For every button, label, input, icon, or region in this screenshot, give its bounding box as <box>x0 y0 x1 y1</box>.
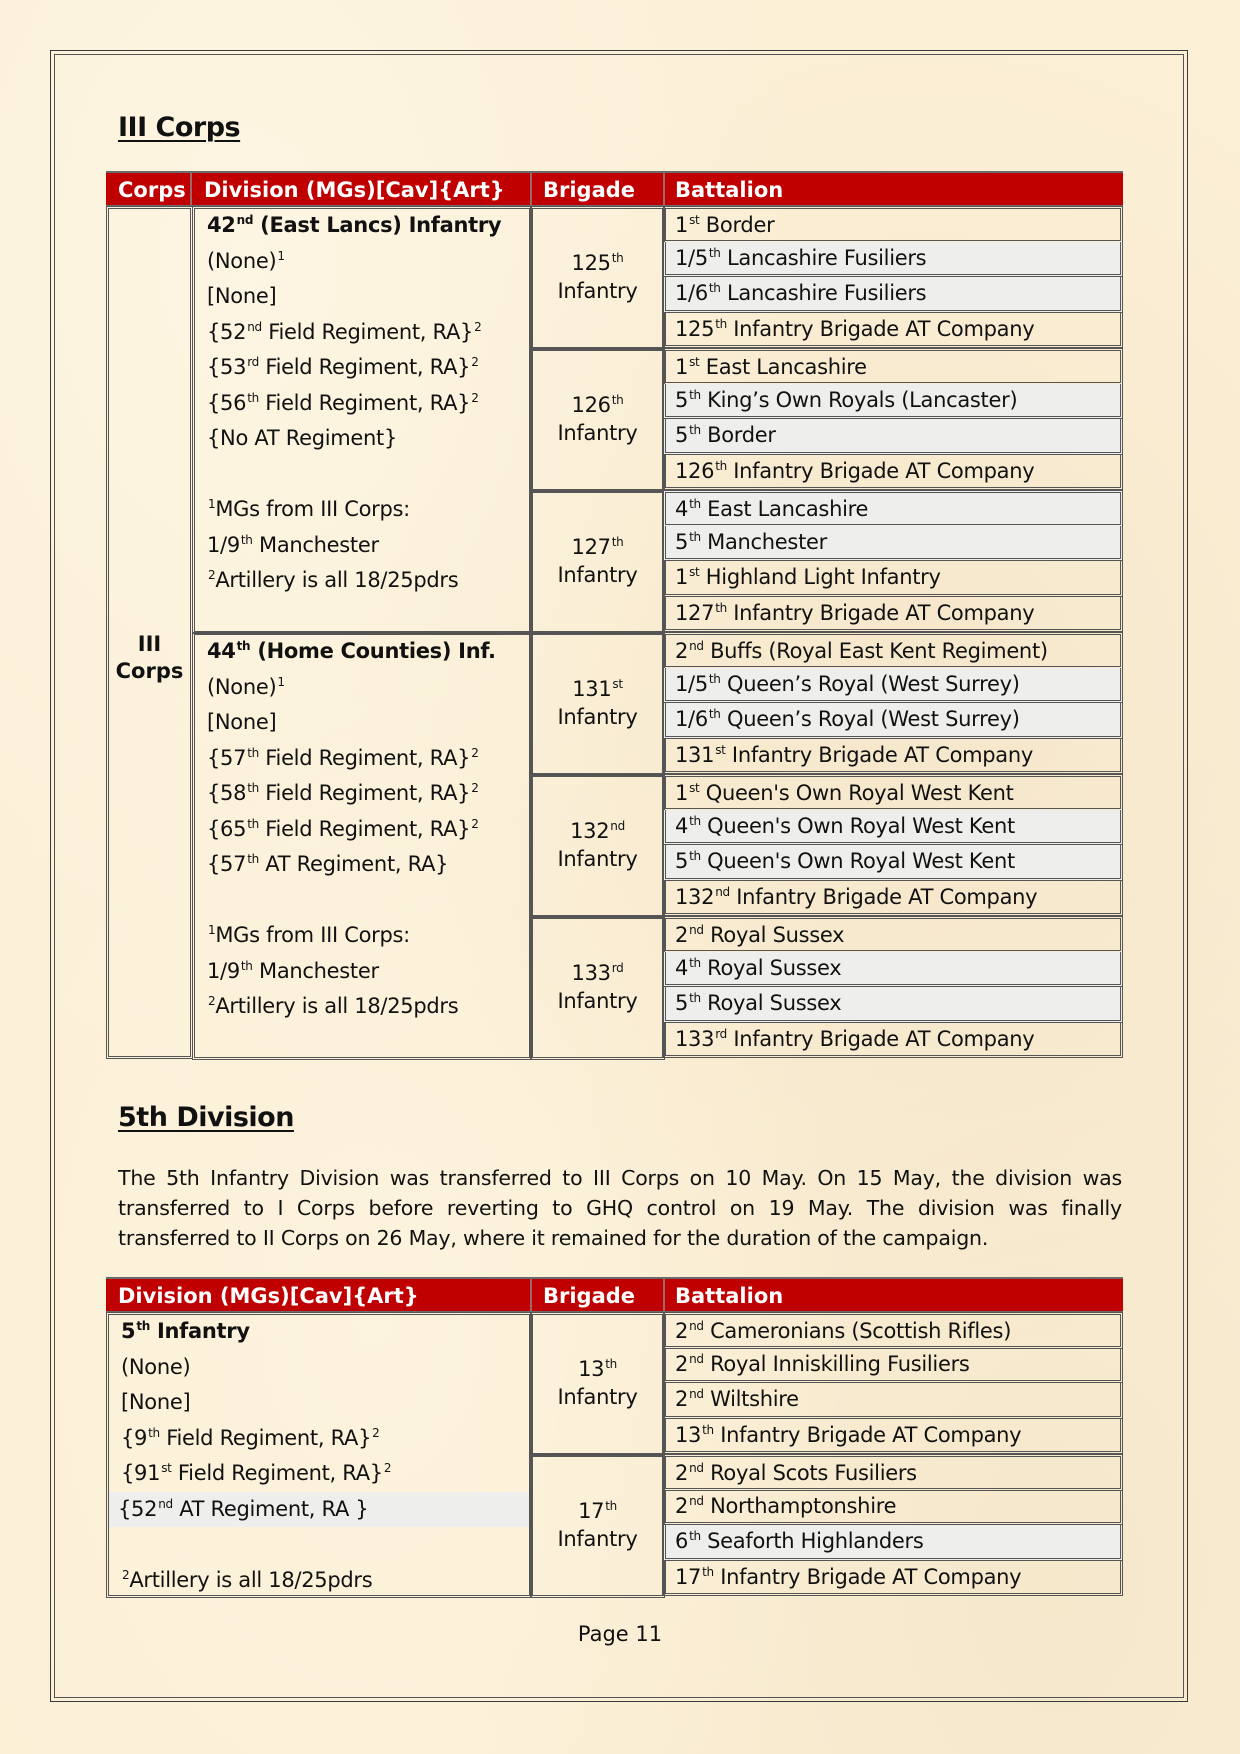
division-detail-line <box>207 528 379 564</box>
text-part: 6 <box>675 1529 689 1553</box>
superscript: th <box>240 532 253 547</box>
superscript: th <box>689 813 701 828</box>
page-number: Page 11 <box>577 1622 663 1646</box>
division-detail-line <box>207 279 276 315</box>
text-part: 127 <box>675 600 715 625</box>
text-part: {52 <box>118 1496 158 1521</box>
superscript: th <box>136 1319 150 1333</box>
superscript: th <box>708 707 721 721</box>
brigade-type: Infantry <box>557 1385 638 1409</box>
text-part: 1 <box>675 355 689 379</box>
battalion-row <box>663 845 1123 881</box>
superscript: th <box>702 1564 714 1579</box>
iii-corps-table <box>106 171 1123 1059</box>
battalion-row <box>663 597 1123 633</box>
text-part: {9 <box>121 1425 148 1450</box>
text-part: Border <box>699 213 775 237</box>
text-part: Field Regiment, RA} <box>261 319 474 344</box>
battalion-row <box>663 1454 1123 1491</box>
text-part: Border <box>700 423 776 447</box>
battalion-row <box>663 810 1123 846</box>
text-part: 5 <box>675 991 689 1015</box>
corps-label-line: Corps <box>115 659 184 683</box>
text-part: 1/9 <box>207 958 240 983</box>
text-part: Manchester <box>700 529 827 554</box>
superscript: nd <box>689 1387 704 1401</box>
brigade-type: Infantry <box>557 847 638 871</box>
section-heading-5th-division: 5th Division <box>118 1102 294 1133</box>
brigade-type: Infantry <box>557 563 638 587</box>
superscript: 2 <box>471 781 479 795</box>
superscript: 1 <box>277 674 285 689</box>
text-part: Artillery is all 18/25pdrs <box>215 568 459 592</box>
division-cell <box>192 632 532 1060</box>
text-part: Royal Scots Fusiliers <box>703 1461 917 1485</box>
text-part: 1/6 <box>675 707 708 731</box>
superscript: th <box>247 390 259 405</box>
battalion-row <box>663 1561 1123 1597</box>
superscript: th <box>611 251 624 265</box>
text-part: Royal Sussex <box>703 923 845 947</box>
battalion-row <box>663 561 1123 597</box>
text-part: 132 <box>675 884 715 909</box>
battalion-row <box>663 1490 1123 1526</box>
division-detail-line <box>207 670 285 706</box>
text-part: [None] <box>121 1390 191 1414</box>
superscript: th <box>611 535 624 549</box>
text-part: East Lancashire <box>699 355 867 379</box>
battalion-row <box>663 277 1123 313</box>
division-detail-line <box>207 315 481 351</box>
5th-division-table <box>106 1277 1123 1599</box>
text-part: MGs from III Corps: <box>215 497 410 521</box>
battalion-row <box>663 881 1123 917</box>
text-part: 2 <box>675 1387 689 1411</box>
brigade-cell <box>530 206 665 350</box>
brigade-cell <box>530 348 665 492</box>
section-heading-iii-corps: III Corps <box>118 112 241 143</box>
division-name <box>207 634 496 670</box>
header-brigade: Brigade <box>543 178 636 202</box>
text-part: 2 <box>675 1493 689 1518</box>
superscript: rd <box>611 961 624 975</box>
battalion-row <box>663 1023 1123 1059</box>
text-part: East Lancashire <box>700 497 869 521</box>
superscript: nd <box>247 319 262 334</box>
text-part: 2 <box>675 923 689 947</box>
superscript: rd <box>715 1026 727 1041</box>
division-detail-line <box>121 1385 190 1421</box>
text-part: King’s Own Royals (Lancaster) <box>700 387 1018 412</box>
superscript: 2 <box>471 390 479 405</box>
division-detail-line <box>207 705 276 741</box>
text-part: Field Regiment, RA} <box>171 1461 383 1485</box>
text-part: 1 <box>675 781 689 805</box>
text-part: Seaforth Highlanders <box>700 1529 924 1553</box>
brigade-number <box>533 675 662 703</box>
text-part: 2 <box>675 1461 689 1485</box>
text-part: Infantry Brigade AT Company <box>713 1422 1022 1447</box>
brigade-type: Infantry <box>557 421 638 445</box>
brigade-num: 13 <box>578 1357 605 1381</box>
superscript: nd <box>236 213 254 227</box>
superscript: 2 <box>474 319 482 334</box>
text-part: 5 <box>675 849 689 873</box>
battalion-row <box>663 419 1123 455</box>
text-part: Infantry Brigade AT Company <box>726 316 1035 341</box>
superscript: st <box>689 781 700 795</box>
division-cell <box>192 206 532 634</box>
text-part: {No AT Regiment} <box>207 426 398 450</box>
division-detail-line <box>121 1350 190 1386</box>
brigade-number <box>533 817 662 845</box>
text-part: Buffs (Royal East Kent Regiment) <box>703 639 1048 663</box>
text-part: Cameronians (Scottish Rifles) <box>703 1319 1012 1343</box>
text-part: Field Regiment, RA} <box>258 816 471 841</box>
battalion-row <box>663 987 1123 1023</box>
text-part: Artillery is all 18/25pdrs <box>215 994 459 1018</box>
text-part: Field Regiment, RA} <box>159 1425 372 1450</box>
superscript: 1 <box>208 923 216 937</box>
brigade-num: 127 <box>571 535 611 559</box>
brigade-cell <box>530 1312 665 1456</box>
text-part: Field Regiment, RA} <box>258 355 471 379</box>
text-part: {56 <box>207 390 247 415</box>
superscript: th <box>689 991 701 1005</box>
superscript: th <box>247 781 259 795</box>
division-detail-line <box>207 847 448 883</box>
text-part: Infantry Brigade AT Company <box>725 742 1034 767</box>
division-detail-line <box>109 1492 529 1528</box>
brigade-cell <box>530 916 665 1060</box>
superscript: th <box>148 1425 160 1440</box>
text-part: Artillery is all 18/25pdrs <box>129 1567 373 1592</box>
brigade-number <box>533 249 662 277</box>
superscript: th <box>708 245 721 260</box>
division-cell <box>106 1312 532 1598</box>
battalion-row <box>663 1419 1123 1455</box>
text-part: (East Lancs) Infantry <box>253 213 502 237</box>
text-part: 4 <box>675 497 689 521</box>
text-part: 1/6 <box>675 281 708 305</box>
header-battalion: Battalion <box>675 1284 784 1308</box>
superscript: st <box>161 1461 172 1475</box>
division-detail-line <box>207 776 479 812</box>
brigade-cell <box>530 632 665 776</box>
brigade-label <box>533 249 662 305</box>
battalion-row <box>663 242 1123 278</box>
text-part: Royal Inniskilling Fusiliers <box>703 1351 970 1376</box>
text-part: Infantry Brigade AT Company <box>729 884 1038 909</box>
text-part: MGs from III Corps: <box>215 923 410 947</box>
superscript: 1 <box>208 497 216 511</box>
text-part: 1 <box>675 213 689 237</box>
division-detail-line <box>207 563 458 599</box>
superscript: 2 <box>122 1567 130 1582</box>
header-division: Division (MGs)[Cav]{Art} <box>118 1284 419 1308</box>
superscript: rd <box>247 355 259 369</box>
text-part: 4 <box>675 955 689 980</box>
text-part: Queen's Own Royal West Kent <box>699 781 1014 805</box>
division-detail-line <box>207 386 479 422</box>
superscript: th <box>708 281 721 295</box>
battalion-row <box>663 384 1123 420</box>
text-part: Queen's Own Royal West Kent <box>700 849 1015 873</box>
superscript: th <box>702 1422 714 1437</box>
superscript: st <box>715 742 726 757</box>
text-part: (None) <box>207 674 277 699</box>
superscript: 2 <box>208 568 216 582</box>
superscript: nd <box>689 923 704 937</box>
brigade-number <box>533 391 662 419</box>
text-part: Field Regiment, RA} <box>258 781 471 805</box>
battalion-row <box>663 774 1123 811</box>
brigade-number <box>533 959 662 987</box>
text-part: [None] <box>207 710 277 734</box>
brigade-number <box>533 1355 662 1383</box>
superscript: th <box>689 529 701 544</box>
battalion-row <box>663 668 1123 704</box>
text-part: Infantry Brigade AT Company <box>726 1026 1035 1051</box>
brigade-label <box>533 675 662 731</box>
header-division: Division (MGs)[Cav]{Art} <box>204 178 505 202</box>
battalion-row <box>663 632 1123 669</box>
brigade-type: Infantry <box>557 279 638 303</box>
text-part: Northamptonshire <box>703 1493 897 1518</box>
superscript: nd <box>689 1319 704 1333</box>
text-part: 42 <box>207 213 236 237</box>
superscript: nd <box>715 884 730 899</box>
brigade-label <box>533 959 662 1015</box>
table-header-row <box>106 1277 1123 1313</box>
battalion-row <box>663 206 1123 243</box>
division-name <box>207 208 501 244</box>
brigade-label <box>533 533 662 589</box>
text-part: Queen’s Royal (West Surrey) <box>720 707 1020 731</box>
header-corps: Corps <box>118 178 186 202</box>
brigade-type: Infantry <box>557 989 638 1013</box>
brigade-num: 133 <box>571 961 611 985</box>
text-part: 4 <box>675 813 689 838</box>
text-part: Infantry Brigade AT Company <box>713 1564 1022 1589</box>
superscript: th <box>708 671 721 686</box>
superscript: nd <box>689 639 704 653</box>
division-detail-line <box>207 421 397 457</box>
brigade-num: 126 <box>571 393 611 417</box>
brigade-cell <box>530 1454 665 1598</box>
text-part: (None) <box>121 1354 191 1379</box>
battalion-row <box>663 916 1123 953</box>
text-part: Infantry Brigade AT Company <box>726 600 1035 625</box>
division-detail-line <box>207 954 379 990</box>
brigade-cell <box>530 490 665 634</box>
text-part: 125 <box>675 316 715 341</box>
superscript: th <box>689 387 701 402</box>
superscript: th <box>689 423 701 437</box>
superscript: th <box>715 458 727 473</box>
division-name <box>121 1314 250 1350</box>
division-detail-line <box>207 741 479 777</box>
superscript: th <box>611 393 624 407</box>
text-part: Queen’s Royal (West Surrey) <box>720 671 1020 696</box>
brigade-type: Infantry <box>557 705 638 729</box>
superscript: th <box>605 1357 617 1371</box>
text-part: Field Regiment, RA} <box>258 745 471 770</box>
brigade-number <box>533 533 662 561</box>
superscript: th <box>689 955 701 970</box>
superscript: th <box>236 639 251 653</box>
brigade-number <box>533 1497 662 1525</box>
superscript: 2 <box>208 994 216 1008</box>
division-detail-line <box>207 492 410 528</box>
brigade-num: 132 <box>570 819 610 843</box>
text-part: 133 <box>675 1026 715 1051</box>
corps-label <box>109 631 190 685</box>
brigade-label <box>533 817 662 873</box>
text-part: {91 <box>121 1461 161 1485</box>
header-brigade: Brigade <box>543 1284 636 1308</box>
corps-label-line: III <box>137 632 162 656</box>
battalion-row <box>663 348 1123 385</box>
superscript: nd <box>689 1493 704 1508</box>
text-part: (Home Counties) Inf. <box>250 639 496 663</box>
text-part: {65 <box>207 816 247 841</box>
text-part: Manchester <box>252 532 379 557</box>
division-detail-line <box>207 812 479 848</box>
brigade-num: 131 <box>572 677 612 701</box>
text-part: {53 <box>207 355 247 379</box>
division-detail-line <box>207 350 479 386</box>
text-part: 1/9 <box>207 532 240 557</box>
text-part: 17 <box>675 1564 702 1589</box>
text-part: 5 <box>675 529 689 554</box>
battalion-row <box>663 1383 1123 1419</box>
battalion-row <box>663 313 1123 349</box>
superscript: nd <box>689 1461 704 1475</box>
brigade-num: 125 <box>571 251 611 275</box>
corps-cell <box>106 206 193 1059</box>
text-part: AT Regiment, RA} <box>258 852 449 876</box>
superscript: th <box>240 958 253 973</box>
brigade-label <box>533 1355 662 1411</box>
superscript: st <box>612 677 623 691</box>
text-part: 5 <box>121 1319 136 1343</box>
text-part: Manchester <box>252 958 379 983</box>
text-part: Highland Light Infantry <box>699 565 941 589</box>
brigade-type: Infantry <box>557 1527 638 1551</box>
superscript: nd <box>610 819 625 833</box>
text-part: Infantry Brigade AT Company <box>726 458 1035 483</box>
text-part: Queen's Own Royal West Kent <box>700 813 1015 838</box>
division-detail-line <box>207 918 410 954</box>
text-part: 126 <box>675 458 715 483</box>
superscript: th <box>689 1529 701 1543</box>
superscript: st <box>689 565 700 579</box>
brigade-label <box>533 1497 662 1553</box>
division-detail-line <box>207 244 285 280</box>
superscript: 2 <box>471 745 479 760</box>
text-part: 2 <box>675 1319 689 1343</box>
battalion-row <box>663 703 1123 739</box>
text-part: Field Regiment, RA} <box>258 390 471 415</box>
battalion-row <box>663 1525 1123 1561</box>
text-part: AT Regiment, RA } <box>172 1496 369 1521</box>
superscript: th <box>689 497 701 511</box>
text-part: 5 <box>675 423 689 447</box>
superscript: nd <box>689 1351 704 1366</box>
superscript: th <box>247 852 259 866</box>
text-part: {58 <box>207 781 247 805</box>
text-part: {57 <box>207 852 247 876</box>
superscript: th <box>715 316 727 331</box>
battalion-row <box>663 1348 1123 1384</box>
superscript: 2 <box>471 816 479 831</box>
division-detail-line <box>121 1421 379 1457</box>
superscript: 1 <box>277 248 285 263</box>
text-part: 1 <box>675 565 689 589</box>
battalion-row <box>663 1312 1123 1349</box>
superscript: 2 <box>372 1425 380 1440</box>
text-part: 2 <box>675 1351 689 1376</box>
text-part: [None] <box>207 284 277 308</box>
superscript: th <box>689 849 701 863</box>
text-part: 13 <box>675 1422 702 1447</box>
text-part: Wiltshire <box>703 1387 799 1411</box>
text-part: 1/5 <box>675 245 708 270</box>
battalion-row <box>663 952 1123 988</box>
section-paragraph: The 5th Infantry Division was transferred to III Corps on 10 May. On 15 May, the division was transferred to I Corps before reverting to GHQ control on 19 May. The division was finally transferred to II Corps on 26 May, where it remained for the duration of the campaign. <box>118 1166 1122 1250</box>
division-detail-line <box>121 1563 372 1599</box>
text-part: 131 <box>675 742 715 767</box>
text-part: 1/5 <box>675 671 708 696</box>
division-detail-line <box>207 989 458 1025</box>
superscript: 2 <box>471 355 479 369</box>
superscript: th <box>605 1499 617 1513</box>
text-part: Royal Sussex <box>700 955 842 980</box>
brigade-num: 17 <box>578 1499 605 1523</box>
superscript: th <box>247 816 259 831</box>
text-part: {57 <box>207 745 247 770</box>
header-battalion: Battalion <box>675 178 784 202</box>
text-part: (None) <box>207 248 277 273</box>
battalion-row <box>663 526 1123 562</box>
text-part: 2 <box>675 639 689 663</box>
battalion-row <box>663 490 1123 527</box>
brigade-cell <box>530 774 665 918</box>
battalion-row <box>663 739 1123 775</box>
superscript: nd <box>158 1496 173 1511</box>
text-part: 44 <box>207 639 236 663</box>
superscript: th <box>715 600 727 615</box>
text-part: 5 <box>675 387 689 412</box>
text-part: Royal Sussex <box>700 991 842 1015</box>
battalion-row <box>663 455 1123 491</box>
division-detail-line <box>121 1456 391 1492</box>
text-part: {52 <box>207 319 247 344</box>
superscript: th <box>247 745 259 760</box>
superscript: st <box>689 355 700 369</box>
table-header-row <box>106 171 1123 207</box>
text-part: Lancashire Fusiliers <box>720 281 927 305</box>
text-part: Lancashire Fusiliers <box>720 245 927 270</box>
superscript: st <box>689 213 700 227</box>
text-part: Infantry <box>150 1319 250 1343</box>
brigade-label <box>533 391 662 447</box>
superscript: 2 <box>383 1461 392 1475</box>
